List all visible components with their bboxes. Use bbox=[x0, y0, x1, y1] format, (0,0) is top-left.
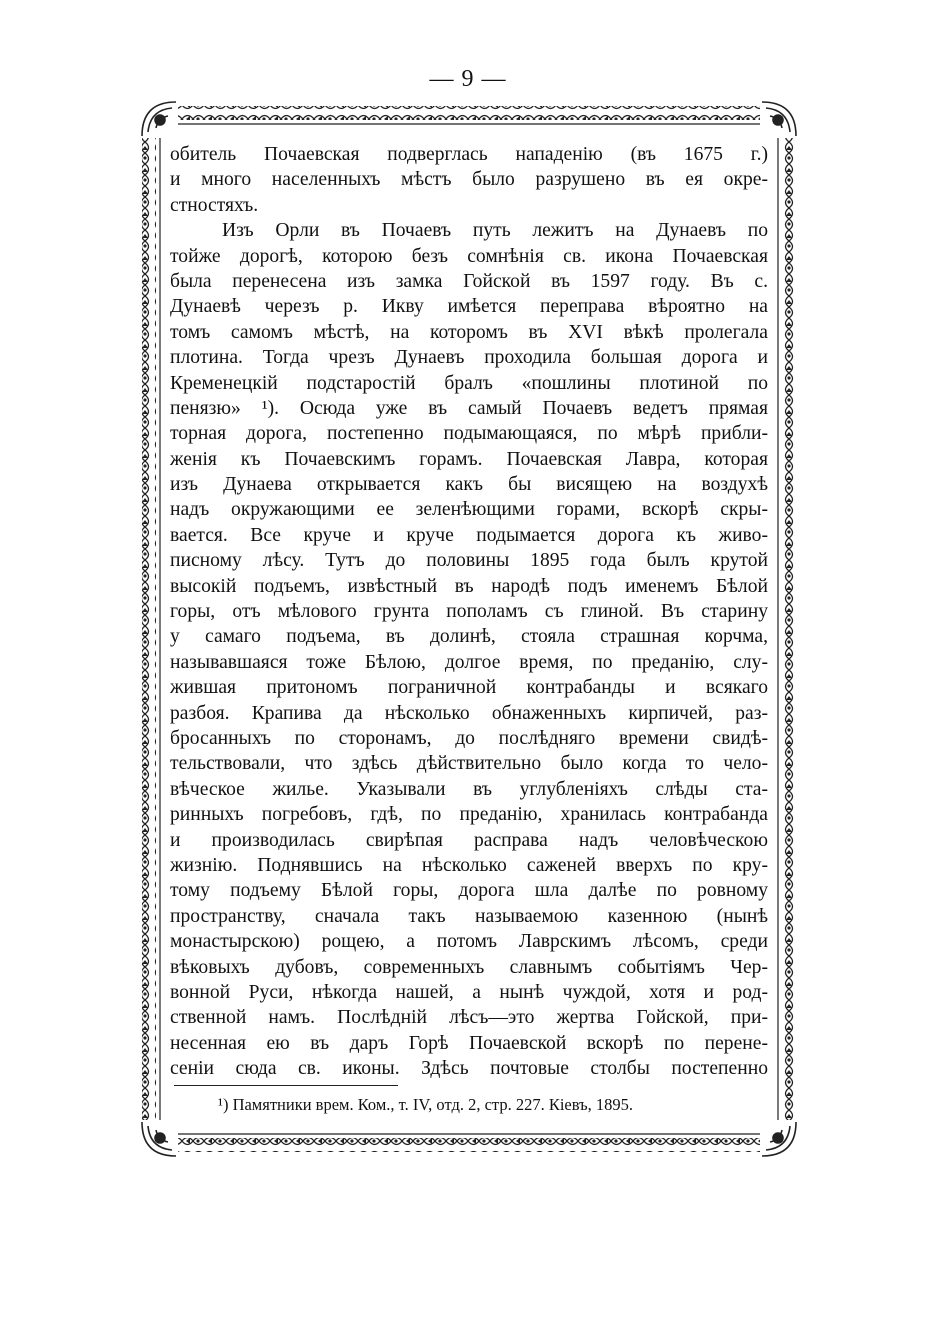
text-line: высокій подъемъ, извѣстный въ народѣ подъ именемъ Бѣлой bbox=[170, 575, 768, 597]
text-line: писному лѣсу. Тутъ до половины 1895 года былъ крутой bbox=[170, 550, 768, 572]
text-line: жившая притономъ пограничной контрабанды и всякаго bbox=[170, 677, 768, 699]
text-line: вонной Руси, нѣкогда нашей, а нынѣ чуждой, хотя и род- bbox=[170, 981, 768, 1003]
text-line: вается. Все круче и круче подымается дорога къ живо- bbox=[170, 524, 768, 546]
text-line: монастырскою) рощею, а потомъ Лаврскимъ лѣсомъ, среди bbox=[170, 931, 768, 953]
text-line: пенязю» ¹). Осюда уже въ самый Почаевъ ведетъ прямая bbox=[170, 397, 768, 419]
text-line: тельствовали, что здѣсь дѣйствительно было когда то чело- bbox=[170, 753, 768, 775]
text-line: Дунаевѣ черезъ р. Икву имѣется переправа вѣроятно на bbox=[170, 296, 768, 318]
text-line: обитель Почаевская подверглась нападенію (въ 1675 г.) bbox=[170, 144, 768, 165]
footnote-rule bbox=[174, 1085, 398, 1086]
text-line: жизнію. Поднявшись на нѣсколько саженей вверхъ по кру- bbox=[170, 854, 768, 876]
text-line: изъ Дунаева открывается какъ бы висящею на воздухѣ bbox=[170, 474, 768, 496]
text-line: сеніи сюда св. иконы. Здѣсь почтовые столбы постепенно bbox=[170, 1058, 768, 1080]
page-number: — 9 — bbox=[429, 66, 507, 92]
body-text bbox=[170, 142, 768, 1081]
text-line: ственной намъ. Послѣдній лѣсъ—это жертва Гойской, при- bbox=[170, 1007, 768, 1029]
text-line: женія къ Почаевскимъ горамъ. Почаевская Лавра, которая bbox=[170, 448, 768, 470]
text-line: называвшаяся тоже Бѣлою, долгое время, по преданію, слу- bbox=[170, 651, 768, 673]
text-line: и производилась свирѣпая расправа надъ человѣческою bbox=[170, 829, 768, 851]
text-line: плотина. Тогда чрезъ Дунаевъ проходила большая дорога и bbox=[170, 347, 768, 369]
text-line: и много населенныхъ мѣстъ было разрушено въ ея окре- bbox=[170, 169, 768, 191]
text-line: ринныхъ погребовъ, гдѣ, по преданію, хранилась контрабанда bbox=[170, 804, 768, 826]
text-line: томъ самомъ мѣстѣ, на которомъ въ XVI вѣкѣ пролегала bbox=[170, 321, 768, 343]
text-line: вѣческое жилье. Указывали въ углубленіяхъ слѣды ста- bbox=[170, 778, 768, 800]
text-line: горы, отъ мѣлового грунта пополамъ съ глиной. Въ старину bbox=[170, 601, 768, 623]
text-line: вѣковыхъ дубовъ, современныхъ славнымъ событіямъ Чер- bbox=[170, 956, 768, 978]
text-line: надъ окружающими ее зеленѣющими горами, вскорѣ скры- bbox=[170, 499, 768, 521]
text-line: стностяхъ. bbox=[170, 194, 259, 216]
text-line: тойже дорогѣ, которою безъ сомнѣнія св. икона Почаевская bbox=[170, 245, 768, 267]
text-line: Кременецкій подстаростій бралъ «пошлины плотиной по bbox=[170, 372, 768, 394]
footnote: ¹) Памятники врем. Ком., т. IV, отд. 2, стр. 227. Кіевъ, 1895. bbox=[218, 1095, 634, 1114]
text-line: разбоя. Крапива да нѣсколько обнаженныхъ кирпичей, раз- bbox=[170, 702, 768, 724]
text-line: тому подъему Бѣлой горы, дорога шла далѣе по ровному bbox=[170, 880, 768, 902]
text-line: пространству, сначала такъ называемою казенною (нынѣ bbox=[170, 905, 768, 927]
text-line: у самаго подъема, въ долинѣ, стояла страшная корчма, bbox=[170, 626, 768, 648]
text-line: Изъ Орли въ Почаевъ путь лежитъ на Дунаевъ по bbox=[222, 220, 768, 242]
text-line: несенная ею въ даръ Горѣ Почаевской вскорѣ по перене- bbox=[170, 1032, 768, 1054]
text-line: была перенесена изъ замка Гойской въ 1597 году. Въ с. bbox=[170, 270, 768, 292]
text-line: торная дорога, постепенно подымающаяся, по мѣрѣ прибли- bbox=[170, 423, 768, 445]
text-line: бросанныхъ по сторонамъ, до послѣдняго времени свидѣ- bbox=[170, 727, 768, 749]
